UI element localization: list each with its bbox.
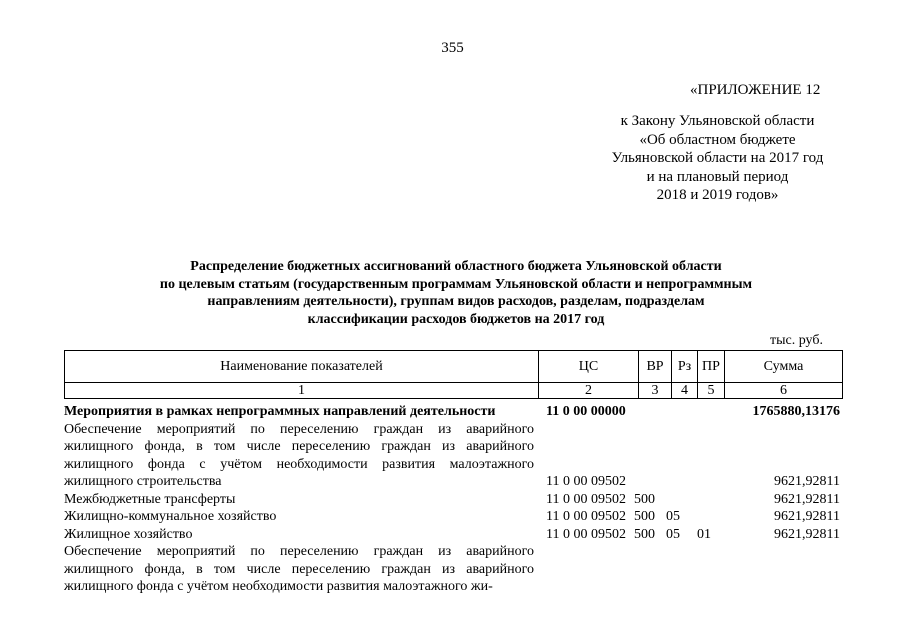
row-pr: 01 <box>697 526 711 542</box>
table-row <box>64 421 842 491</box>
budget-table-body <box>64 403 842 596</box>
header-cs: ЦС <box>539 351 639 383</box>
appendix-label: «ПРИЛОЖЕНИЕ 12 <box>690 82 821 98</box>
column-number: 1 <box>65 383 539 399</box>
table-row <box>64 543 842 596</box>
row-vr: 500 <box>634 491 655 507</box>
row-rz: 05 <box>666 509 680 524</box>
budget-table-header <box>64 350 843 399</box>
row-name: Жилищное хозяйство <box>64 526 193 542</box>
row-name: Жилищно-коммунальное хозяйство <box>64 509 277 524</box>
row-cs: 11 0 00 00000 <box>546 404 626 419</box>
row-rz: 05 <box>666 526 680 542</box>
row-name: Межбюджетные трансферты <box>64 491 236 507</box>
document-title-line: по целевым статьям (государственным программам Ульяновской области и непрограммным <box>159 276 753 292</box>
row-cs: 11 0 00 09502 <box>546 474 626 489</box>
header-rz: Рз <box>672 351 698 383</box>
header-sum: Сумма <box>725 351 843 383</box>
row-vr: 500 <box>634 526 655 542</box>
law-reference <box>590 112 845 205</box>
row-vr: 500 <box>634 509 655 524</box>
table-row <box>64 526 842 544</box>
row-cs: 11 0 00 09502 <box>546 509 626 524</box>
document-title <box>150 258 762 328</box>
row-name: Мероприятия в рамках непрограммных направлений деятельности <box>64 404 496 419</box>
document-title-line: Распределение бюджетных ассигнований областного бюджета Ульяновской области <box>190 259 722 274</box>
row-sum: 9621,92811 <box>774 526 840 542</box>
row-name: Обеспечение мероприятий по переселению граждан из аварийного жилищного фонда, в том числе переселению граждан из аварийного жилищного фонда с учётом необходимости развития малоэтажного жи- <box>64 544 534 594</box>
law-reference-line: Ульяновской области на 2017 год <box>611 150 824 166</box>
row-cs: 11 0 00 09502 <box>546 526 626 542</box>
column-number: 6 <box>725 383 843 399</box>
law-reference-line: «Об областном бюджете <box>639 131 796 148</box>
row-sum: 9621,92811 <box>774 509 840 524</box>
header-vr: ВР <box>639 351 672 383</box>
units-label: тыс. руб. <box>770 333 823 348</box>
column-number: 3 <box>639 383 672 399</box>
page-number: 355 <box>441 40 464 56</box>
column-number: 4 <box>672 383 698 399</box>
row-sum: 1765880,13176 <box>752 404 840 419</box>
law-reference-line: и на плановый период <box>646 168 789 185</box>
column-headers-row <box>65 351 843 383</box>
row-name: Обеспечение мероприятий по переселению граждан из аварийного жилищного фонда, в том числе переселению граждан из аварийного жилищного фонда с учётом необходимости развития малоэтажного жилищного строительства <box>64 421 534 489</box>
row-sum: 9621,92811 <box>774 491 840 507</box>
law-reference-line: к Закону Ульяновской области <box>620 113 815 129</box>
row-cs: 11 0 00 09502 <box>546 491 626 507</box>
table-row <box>64 491 842 509</box>
table-row <box>64 403 842 421</box>
column-number: 5 <box>698 383 725 399</box>
law-reference-line: 2018 и 2019 годов» <box>656 187 779 203</box>
column-numbers-row <box>65 383 843 399</box>
document-title-line: классификации расходов бюджетов на 2017 год <box>307 311 605 327</box>
table-row <box>64 508 842 526</box>
column-number: 2 <box>539 383 639 399</box>
row-sum: 9621,92811 <box>774 474 840 489</box>
header-pr: ПР <box>698 351 725 383</box>
document-title-line: направлениям деятельности), группам видов расходов, разделам, подразделам <box>207 294 705 309</box>
header-name: Наименование показателей <box>65 351 539 383</box>
